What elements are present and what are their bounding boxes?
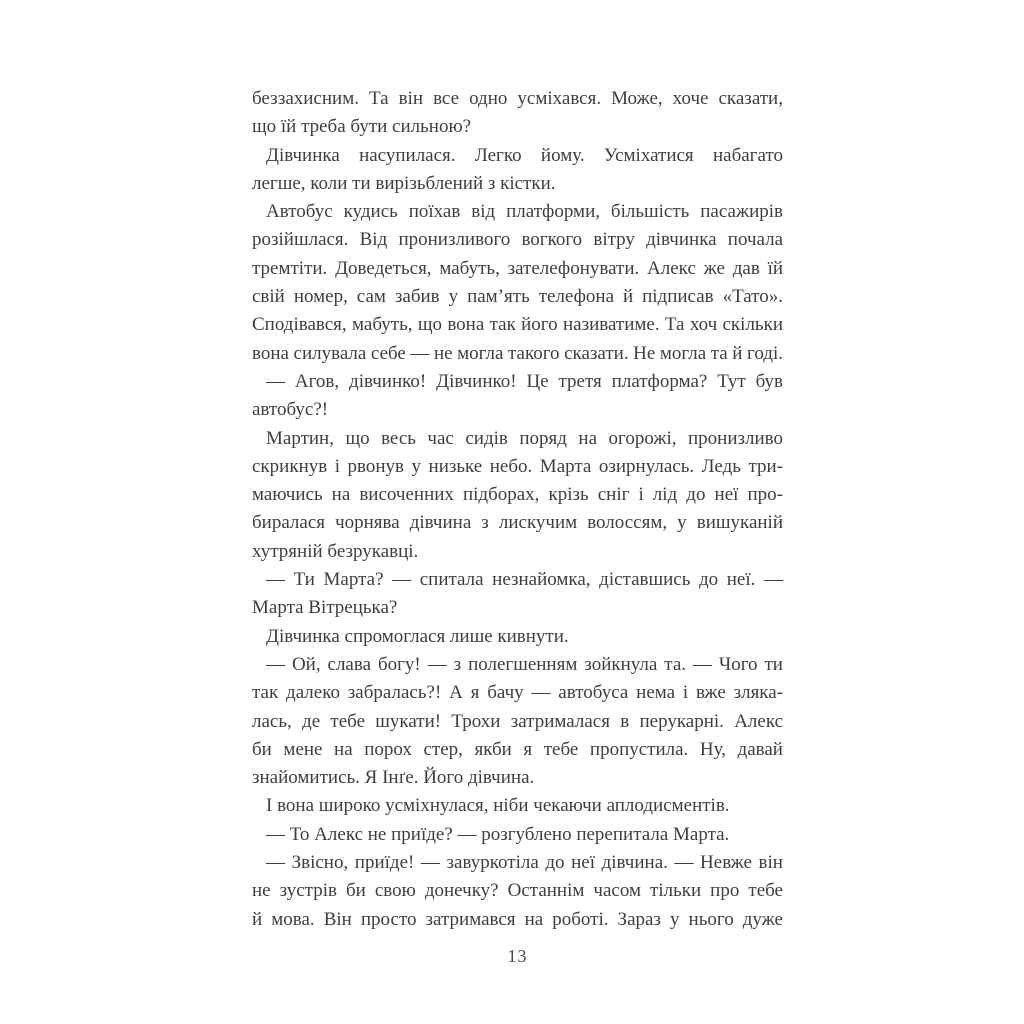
paragraph [252, 142, 783, 199]
paragraph [252, 566, 783, 623]
text-line: Марта Вітрецька? [252, 597, 398, 619]
text-line: беззахисним. Та він все одно усміхався. Може, хоче сказати, [252, 88, 783, 109]
text-line: І вона широко усміхнулася, ніби чекаючи аплодисментів. [266, 795, 730, 817]
paragraph [252, 85, 783, 142]
page-number: 13 [507, 946, 528, 966]
paragraph [252, 821, 783, 849]
text-line: хутряній безрукавці. [252, 540, 419, 562]
text-line: лась, де тебе шукати! Трохи затрималася в перукарні. Алекс [252, 710, 784, 732]
text-line: вона силувала себе — не могла такого сказати. Не могла та й годі. [252, 342, 783, 364]
text-line: — Ой, слава богу! — з полегшенням зойкнула та. — Чого ти [266, 653, 783, 675]
text-line: би мене на порох стер, якби я тебе пропустила. Ну, давай [252, 738, 783, 760]
text-line: й мова. Він просто затримався на роботі. Зараз у нього дуже [252, 908, 783, 930]
text-line: Автобус кудись поїхав від платформи, більшість пасажирів [266, 201, 784, 223]
text-line: Мартин, що весь час сидів поряд на огорожі, пронизливо [266, 427, 783, 449]
text-line: Дівчинка насупилася. Легко йому. Усміхатися набагато [266, 144, 783, 166]
paragraph [252, 368, 783, 425]
paragraph [252, 198, 783, 368]
text-line: не зустрів би свою донечку? Останнім часом тільки про тебе [252, 880, 783, 902]
text-line: свій номер, сам забив у пам’ять телефона й підписав «Тато». [252, 286, 783, 308]
text-line: — Агов, дівчинко! Дівчинко! Це третя платформа? Тут був [266, 370, 784, 392]
text-line: — Ти Марта? — спитала незнайомка, діставшись до неї. — [266, 569, 783, 591]
text-line: Дівчинка спромоглася лише кивнути. [266, 625, 569, 647]
text-line: що їй треба бути сильною? [252, 116, 472, 138]
paragraph [252, 623, 783, 651]
text-line: — Звісно, приїде! — завуркотіла до неї дівчина. — Невже він [266, 852, 783, 874]
paragraph [252, 849, 783, 934]
text-line: Сподівався, мабуть, що вона так його називатиме. Та хоч скільки [252, 314, 783, 336]
text-line: биралася чорнява дівчина з лискучим волоссям, у вишуканій [252, 512, 783, 534]
paragraph [252, 651, 783, 792]
text-line: легше, коли ти вирізьблений з кістки. [252, 172, 556, 194]
text-line: скрикнув і рвонув у низьке небо. Марта озирнулась. Ледь три- [252, 455, 783, 477]
text-line: автобус?! [252, 399, 329, 421]
text-line: розійшлася. Від пронизливого вогкого вітру дівчинка почала [252, 229, 784, 251]
text-line: так далеко забралась?! А я бачу — автобуса нема і вже зляка- [252, 682, 784, 704]
text-line: — То Алекс не приїде? — розгублено перепитала Марта. [266, 823, 730, 845]
text-line: знайомитись. Я Інґе. Його дівчина. [252, 767, 535, 789]
text-line: маючись на височенних підборах, крізь сніг і лід до неї про- [252, 484, 783, 506]
paragraph [252, 425, 783, 566]
text-line: тремтіти. Доведеться, мабуть, зателефонувати. Алекс же дав їй [252, 257, 784, 279]
text-block [252, 85, 783, 934]
paragraph [252, 792, 783, 820]
